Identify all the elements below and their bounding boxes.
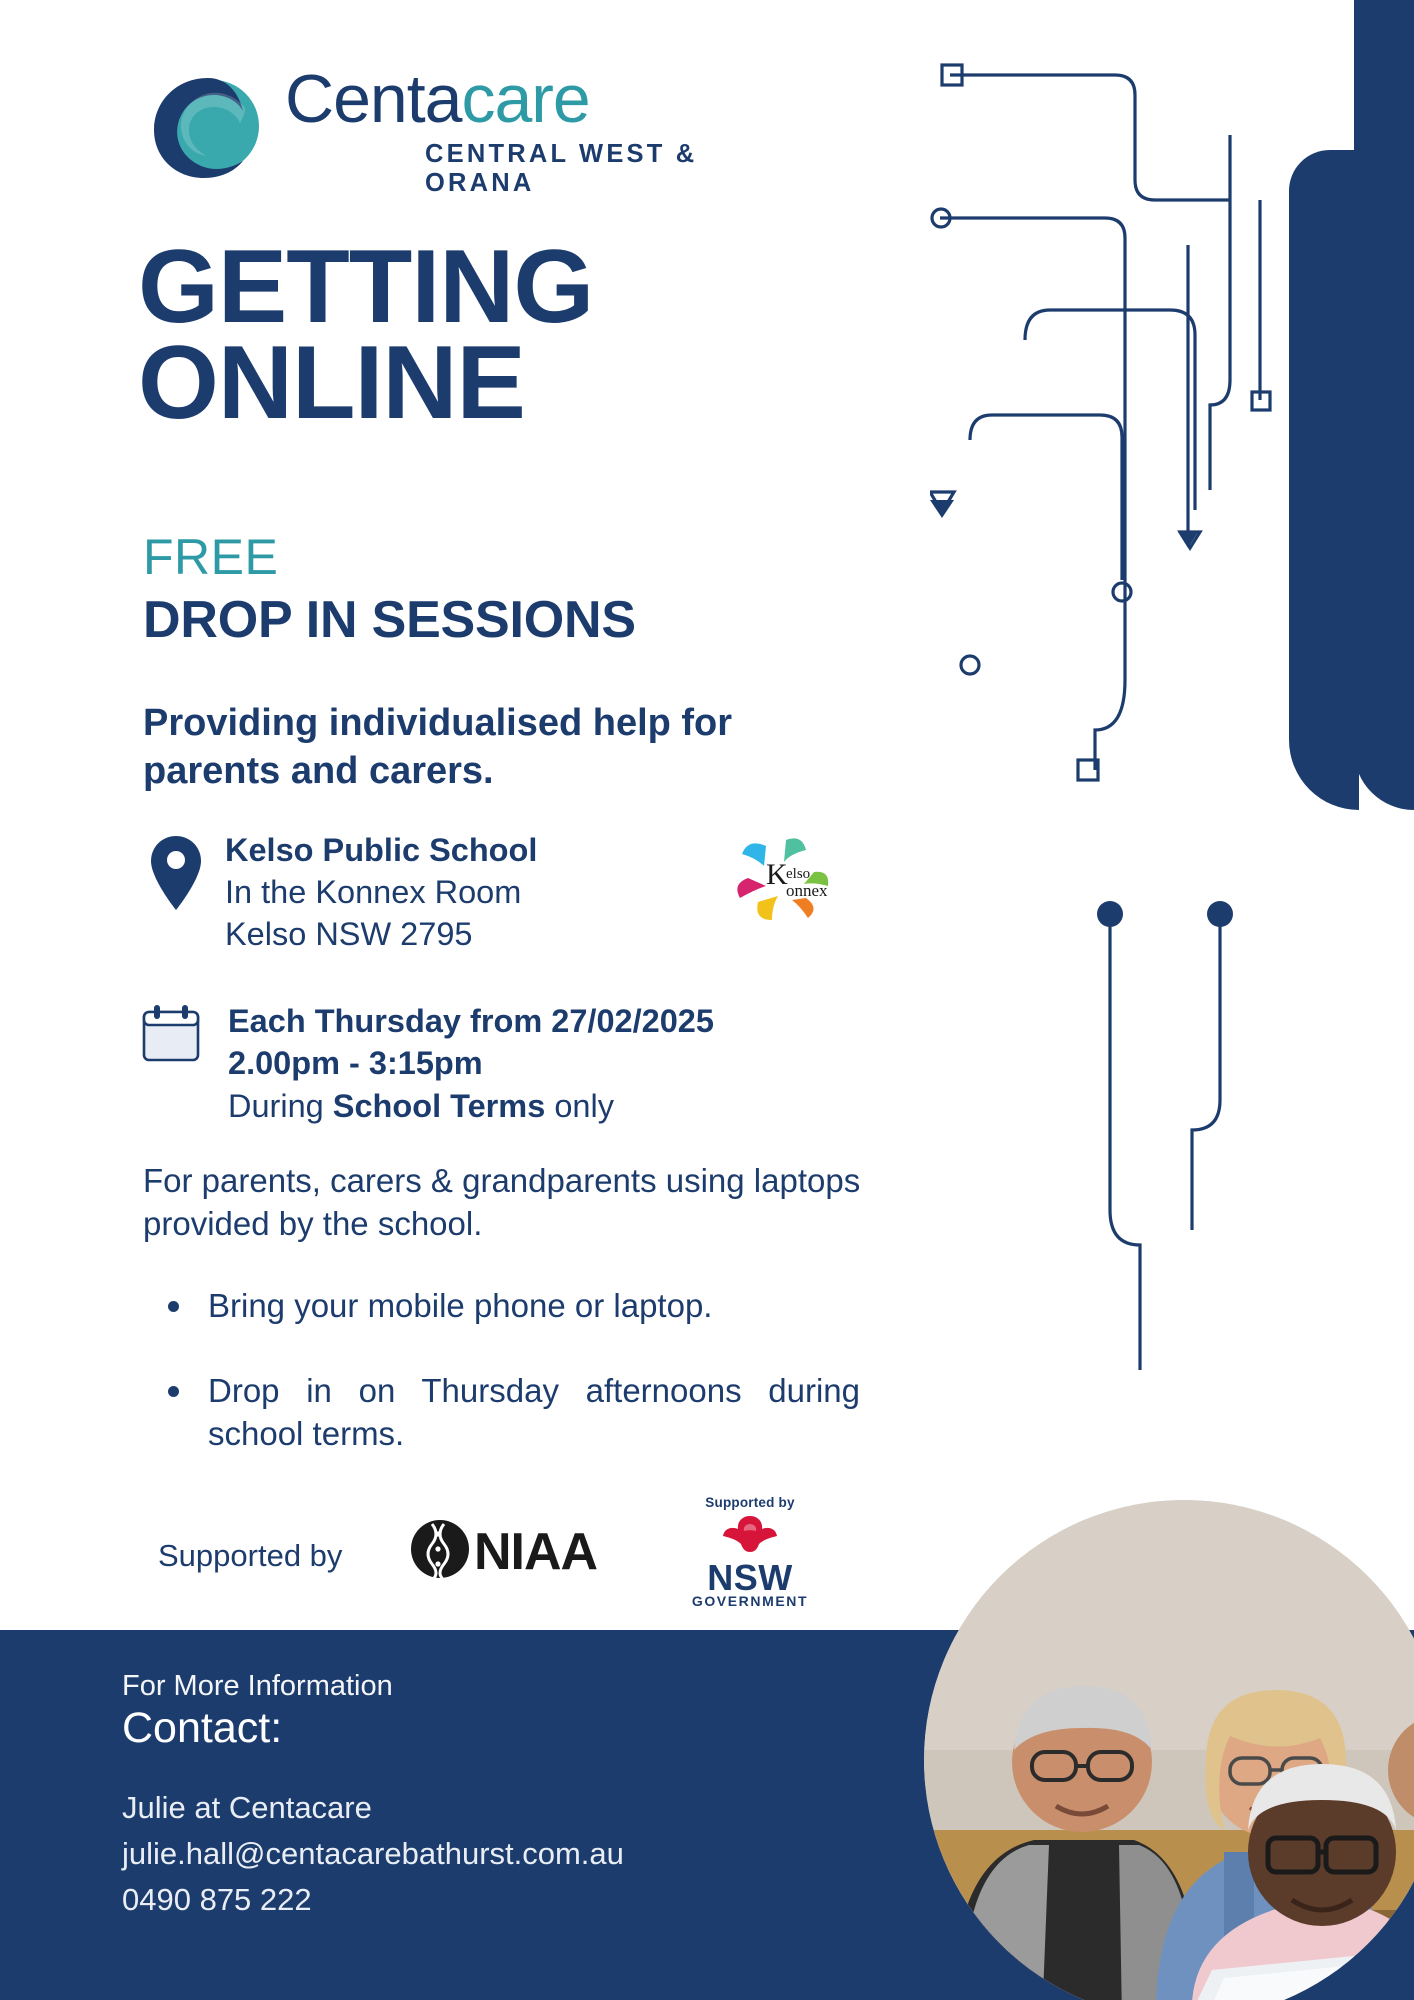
drop-in-sessions-label: DROP IN SESSIONS — [143, 591, 636, 649]
schedule-line-3-bold: School Terms — [332, 1087, 546, 1124]
lede-text: Providing individualised help for parents and carers. — [143, 702, 733, 792]
centacare-logo-mark-icon — [150, 68, 270, 188]
schedule-text — [228, 1000, 714, 1127]
circuit-decoration-lower-icon — [1080, 900, 1320, 1460]
nsw-supported-by-label: Supported by — [705, 1495, 795, 1510]
schedule-line-3-prefix: During — [228, 1087, 333, 1124]
niaa-mark-icon — [410, 1518, 470, 1580]
contact-email[interactable]: julie.hall@centacarebathurst.com.au — [122, 1835, 624, 1871]
svg-text:K: K — [766, 858, 788, 891]
schedule-line-3-suffix: only — [545, 1087, 614, 1124]
logo-wordmark-part1: Centa — [285, 61, 462, 137]
list-item: Drop in on Thursday afternoons during school terms. — [160, 1370, 880, 1456]
page-title — [138, 229, 594, 441]
contact-name: Julie at Centacare — [122, 1790, 372, 1825]
nsw-government-logo — [680, 1495, 820, 1608]
body-text: For parents, carers & grandparents using laptops provided by the school. — [143, 1162, 861, 1242]
location-text — [225, 830, 537, 956]
headline-line-2: ONLINE — [138, 324, 525, 441]
svg-text:onnex: onnex — [786, 881, 828, 900]
headline-line-1: GETTING — [138, 229, 594, 345]
footer-more-info-label: For More Information — [122, 1670, 393, 1702]
location-name: Kelso Public School — [225, 832, 538, 868]
circuit-decoration-icon — [930, 40, 1360, 840]
kelso-konnex-logo-icon — [728, 832, 853, 927]
location-room: In the Konnex Room — [225, 873, 522, 910]
free-label: FREE — [143, 529, 279, 585]
supported-by-label: Supported by — [158, 1538, 343, 1573]
schedule-line-2: 2.00pm - 3:15pm — [228, 1045, 483, 1082]
svg-text:elso: elso — [786, 866, 811, 882]
nsw-waratah-icon — [715, 1510, 785, 1554]
logo-subtitle: CENTRAL WEST & ORANA — [425, 140, 698, 197]
map-pin-icon — [148, 834, 204, 912]
nsw-wordmark — [680, 1557, 820, 1610]
decorative-navy-band — [1354, 0, 1414, 810]
location-address: Kelso NSW 2795 — [225, 915, 473, 952]
bullet-list — [160, 1285, 880, 1498]
calendar-icon — [140, 1002, 202, 1064]
footer-contact-label: Contact: — [122, 1704, 283, 1752]
participants-photo — [924, 1500, 1414, 2000]
schedule-line-1: Each Thursday from 27/02/2025 — [228, 1003, 714, 1039]
centacare-logo — [150, 61, 710, 197]
photo-illustration — [924, 1500, 1414, 2000]
logo-wordmark-part2: care — [461, 61, 590, 137]
nsw-government-label: GOVERNMENT — [691, 1593, 809, 1610]
contact-phone[interactable]: 0490 875 222 — [122, 1881, 312, 1917]
list-item: Bring your mobile phone or laptop. — [160, 1285, 880, 1328]
footer-contact-details — [122, 1785, 624, 1923]
schedule-line-3 — [228, 1085, 714, 1127]
niaa-wordmark: NIAA — [474, 1523, 598, 1581]
nsw-name: NSW — [707, 1557, 793, 1598]
niaa-logo — [410, 1518, 630, 1588]
logo-wordmark — [285, 60, 590, 138]
